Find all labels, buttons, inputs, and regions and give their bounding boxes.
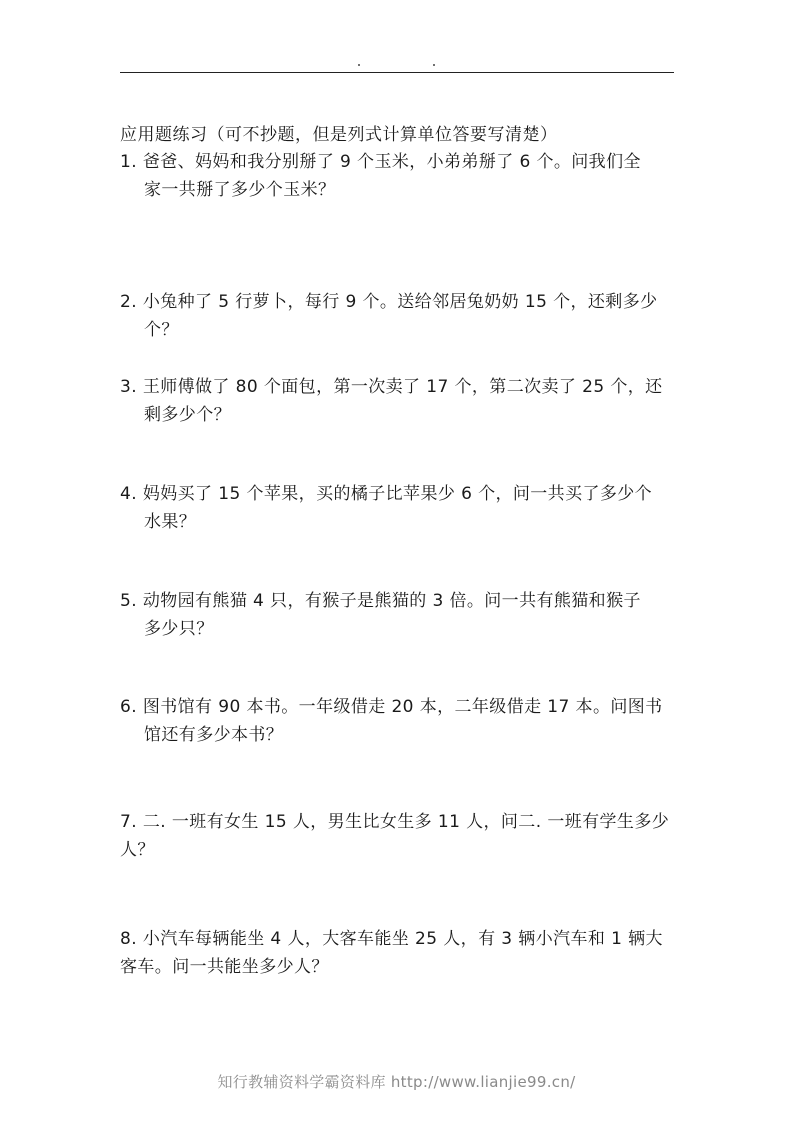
question-7-line-1: 7. 二. 一班有女生 15 人，男生比女生多 11 人，问二. 一班有学生多少 (120, 812, 670, 832)
footer-watermark: 知行教辅资料学霸资料库 http://www.lianjie99.cn/ (217, 1073, 576, 1091)
question-8-line-2: 客车。问一共能坐多少人？ (120, 957, 329, 977)
question-3 (120, 373, 676, 429)
question-3-line-1: 3. 王师傅做了 80 个面包，第一次卖了 17 个，第二次卖了 25 个，还 (120, 377, 663, 397)
question-4-line-2: 水果？ (144, 512, 197, 532)
question-5-line-2: 多少只？ (144, 619, 214, 639)
question-2 (120, 288, 676, 344)
question-6-line-1: 6. 图书馆有 90 本书。一年级借走 20 本，二年级借走 17 本。问图书 (120, 697, 663, 717)
question-1-line-1: 1. 爸爸、妈妈和我分别掰了 9 个玉米，小弟弟掰了 6 个。问我们全 (120, 152, 641, 172)
question-1-line-2: 家一共掰了多少个玉米？ (144, 180, 336, 200)
question-6 (120, 693, 676, 749)
question-7-line-2: 人？ (120, 840, 155, 860)
header-dot (358, 64, 360, 66)
question-1 (120, 148, 676, 204)
question-8 (120, 925, 676, 981)
question-5 (120, 587, 676, 643)
question-8-line-1: 8. 小汽车每辆能坐 4 人，大客车能坐 25 人，有 3 辆小汽车和 1 辆大 (120, 929, 663, 949)
question-4 (120, 480, 676, 536)
header-dot (433, 64, 435, 66)
question-2-line-1: 2. 小兔种了 5 行萝卜，每行 9 个。送给邻居兔奶奶 15 个，还剩多少 (120, 292, 658, 312)
header-rule (120, 72, 674, 73)
question-2-line-2: 个？ (144, 320, 179, 340)
question-7 (120, 808, 676, 864)
question-3-line-2: 剩多少个？ (144, 405, 231, 425)
question-4-line-1: 4. 妈妈买了 15 个苹果，买的橘子比苹果少 6 个，问一共买了多少个 (120, 484, 653, 504)
question-6-line-2: 馆还有多少本书？ (144, 725, 284, 745)
worksheet-instructions: 应用题练习（可不抄题，但是列式计算单位答要写清楚） (120, 125, 558, 145)
question-5-line-1: 5. 动物园有熊猫 4 只，有猴子是熊猫的 3 倍。问一共有熊猫和猴子 (120, 591, 641, 611)
